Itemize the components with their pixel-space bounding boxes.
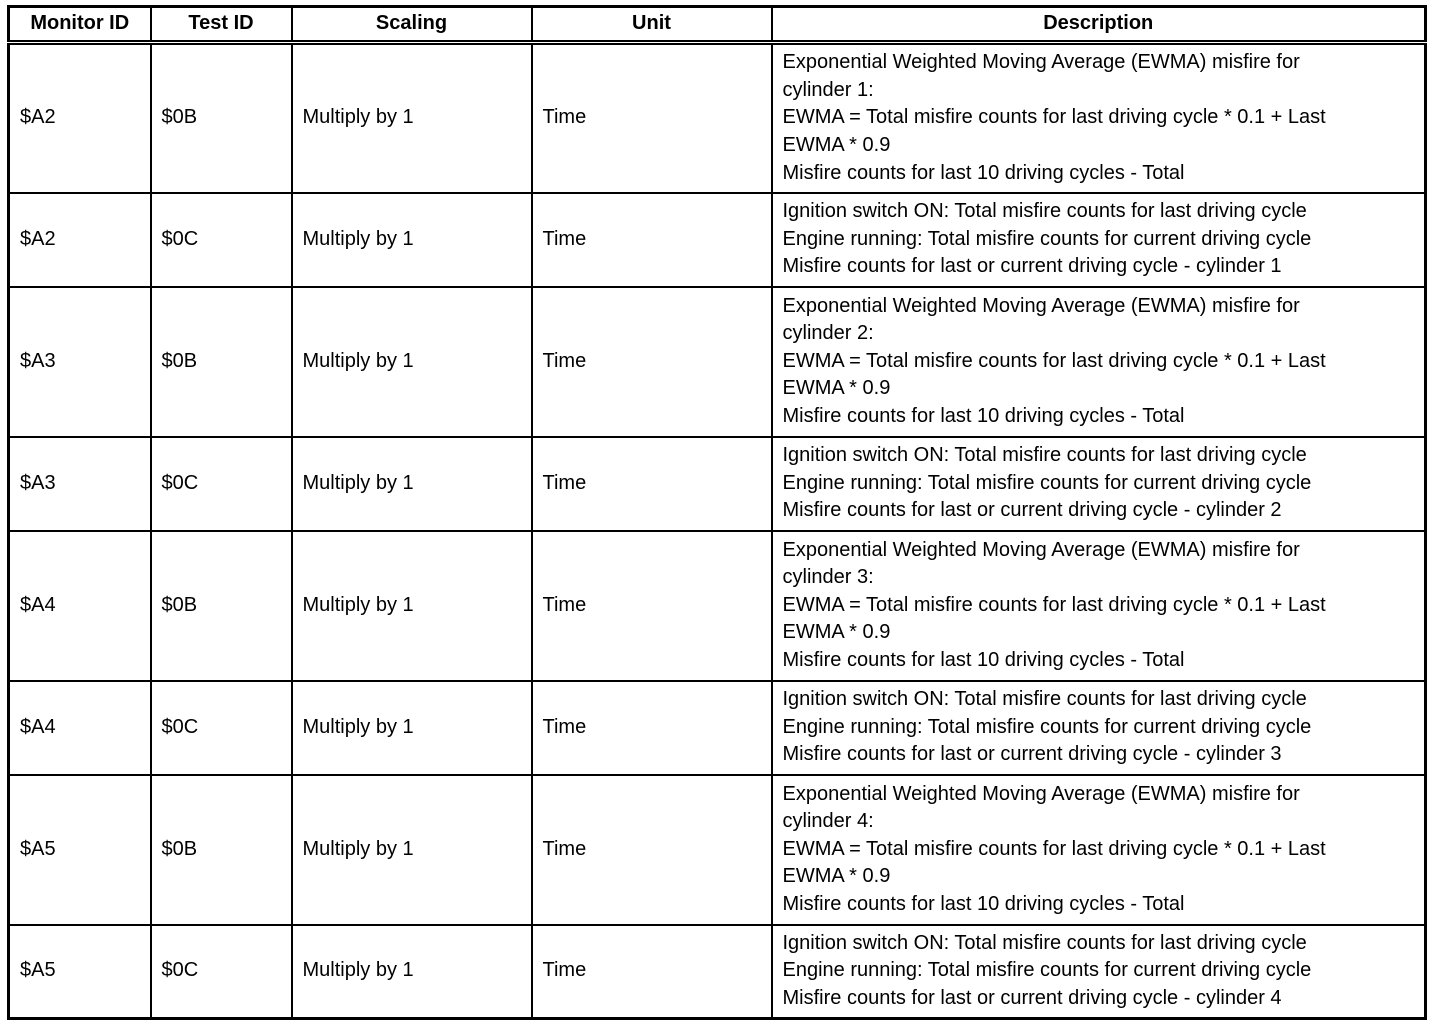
description-line: Exponential Weighted Moving Average (EWMA) misfire for [782, 294, 1300, 317]
cell-unit: Time [532, 775, 772, 925]
cell-unit: Time [532, 287, 772, 437]
header-monitor-id: Monitor ID [9, 7, 151, 43]
description-line: EWMA = Total misfire counts for last driving cycle * 0.1 + Last [782, 106, 1326, 129]
cell-unit: Time [532, 531, 772, 681]
description-line: EWMA = Total misfire counts for last driving cycle * 0.1 + Last [782, 837, 1326, 860]
description-line: EWMA = Total misfire counts for last driving cycle * 0.1 + Last [782, 593, 1326, 616]
table-row [9, 681, 1426, 775]
cell-description [772, 775, 1426, 925]
cell-test-id: $0C [151, 193, 292, 287]
cell-monitor-id: $A5 [9, 775, 151, 925]
cell-monitor-id: $A2 [9, 43, 151, 193]
cell-monitor-id: $A2 [9, 193, 151, 287]
description-line: cylinder 3: [782, 566, 874, 589]
cell-description [772, 681, 1426, 775]
description-line: EWMA = Total misfire counts for last driving cycle * 0.1 + Last [782, 349, 1326, 372]
table-row [9, 437, 1426, 531]
table-row [9, 531, 1426, 681]
header-scaling: Scaling [292, 7, 532, 43]
cell-scaling: Multiply by 1 [292, 531, 532, 681]
header-unit: Unit [532, 7, 772, 43]
cell-scaling: Multiply by 1 [292, 43, 532, 193]
cell-description [772, 43, 1426, 193]
description-line: EWMA * 0.9 [782, 134, 891, 157]
cell-unit: Time [532, 43, 772, 193]
cell-monitor-id: $A4 [9, 531, 151, 681]
cell-unit: Time [532, 681, 772, 775]
cell-description [772, 193, 1426, 287]
cell-scaling: Multiply by 1 [292, 681, 532, 775]
table-row [9, 775, 1426, 925]
description-line: Ignition switch ON: Total misfire counts for last driving cycle [782, 444, 1307, 467]
description-line: cylinder 4: [782, 810, 874, 833]
description-line: Engine running: Total misfire counts for current driving cycle [782, 471, 1312, 494]
table-row [9, 925, 1426, 1019]
description-line: Engine running: Total misfire counts for current driving cycle [782, 959, 1312, 982]
description-line: Misfire counts for last 10 driving cycles - Total [782, 161, 1185, 184]
cell-monitor-id: $A4 [9, 681, 151, 775]
cell-monitor-id: $A3 [9, 437, 151, 531]
cell-description [772, 437, 1426, 531]
description-line: Exponential Weighted Moving Average (EWMA) misfire for [782, 51, 1300, 74]
description-line: EWMA * 0.9 [782, 865, 891, 888]
cell-monitor-id: $A5 [9, 925, 151, 1019]
cell-unit: Time [532, 193, 772, 287]
cell-test-id: $0B [151, 531, 292, 681]
cell-test-id: $0B [151, 287, 292, 437]
description-line: cylinder 2: [782, 322, 874, 345]
cell-test-id: $0C [151, 681, 292, 775]
description-line: Misfire counts for last or current driving cycle - cylinder 1 [782, 255, 1282, 278]
cell-scaling: Multiply by 1 [292, 925, 532, 1019]
table-body [9, 43, 1426, 1019]
table-row [9, 43, 1426, 193]
description-line: Misfire counts for last 10 driving cycles - Total [782, 648, 1185, 671]
table-header [9, 7, 1426, 43]
cell-test-id: $0C [151, 437, 292, 531]
description-line: Engine running: Total misfire counts for current driving cycle [782, 715, 1312, 738]
description-line: EWMA * 0.9 [782, 377, 891, 400]
cell-scaling: Multiply by 1 [292, 775, 532, 925]
description-line: Misfire counts for last 10 driving cycles - Total [782, 404, 1185, 427]
cell-test-id: $0B [151, 43, 292, 193]
description-line: EWMA * 0.9 [782, 621, 891, 644]
cell-description [772, 925, 1426, 1019]
description-line: Misfire counts for last or current driving cycle - cylinder 2 [782, 499, 1282, 522]
description-line: Ignition switch ON: Total misfire counts for last driving cycle [782, 200, 1307, 223]
description-line: Ignition switch ON: Total misfire counts for last driving cycle [782, 688, 1307, 711]
description-line: cylinder 1: [782, 78, 874, 101]
description-line: Exponential Weighted Moving Average (EWMA) misfire for [782, 538, 1300, 561]
description-line: Misfire counts for last or current driving cycle - cylinder 3 [782, 743, 1282, 766]
cell-test-id: $0C [151, 925, 292, 1019]
table-row [9, 193, 1426, 287]
cell-description [772, 531, 1426, 681]
cell-scaling: Multiply by 1 [292, 287, 532, 437]
cell-test-id: $0B [151, 775, 292, 925]
header-row [9, 7, 1426, 43]
table-row [9, 287, 1426, 437]
cell-monitor-id: $A3 [9, 287, 151, 437]
monitor-test-table [7, 5, 1427, 1020]
description-line: Engine running: Total misfire counts for current driving cycle [782, 227, 1312, 250]
header-test-id: Test ID [151, 7, 292, 43]
description-line: Ignition switch ON: Total misfire counts for last driving cycle [782, 931, 1307, 954]
description-line: Misfire counts for last or current driving cycle - cylinder 4 [782, 987, 1282, 1010]
description-line: Misfire counts for last 10 driving cycles - Total [782, 892, 1185, 915]
cell-unit: Time [532, 925, 772, 1019]
cell-scaling: Multiply by 1 [292, 437, 532, 531]
cell-scaling: Multiply by 1 [292, 193, 532, 287]
cell-unit: Time [532, 437, 772, 531]
header-description: Description [772, 7, 1426, 43]
description-line: Exponential Weighted Moving Average (EWMA) misfire for [782, 782, 1300, 805]
cell-description [772, 287, 1426, 437]
